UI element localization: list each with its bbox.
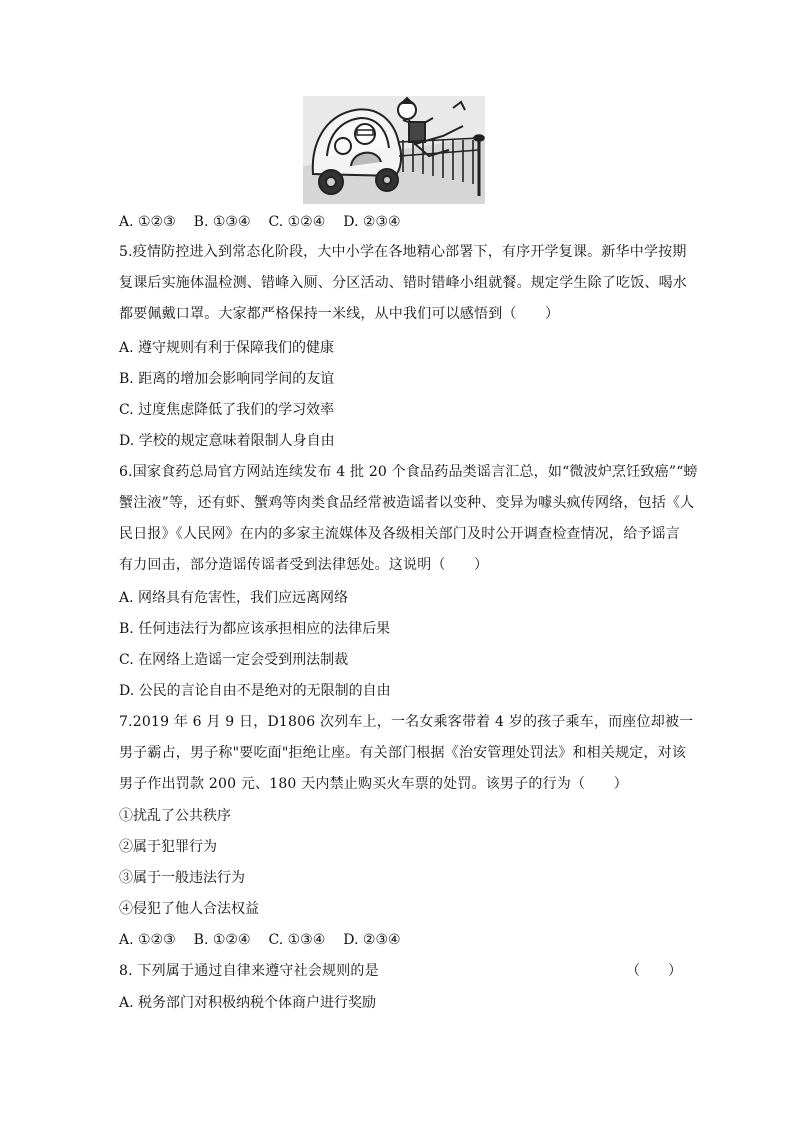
- q4-option-b: B. ①③④: [193, 214, 251, 230]
- q7-option-b: B. ①②④: [193, 932, 251, 948]
- q7-item-3: ③属于一般违法行为: [119, 870, 245, 886]
- q4-option-d: D. ②③④: [343, 214, 401, 230]
- q6-stem-line-3: 民日报》《人民网》在内的多家主流媒体及各级相关部门及时公开调查检查情况，给予谣言: [119, 526, 680, 542]
- q7-stem-line-3: 男子作出罚款 200 元、180 天内禁止购买火车票的处罚。该男子的行为（ ）: [119, 776, 628, 792]
- q8-answer-paren: （ ）: [626, 963, 682, 979]
- q4-option-c: C. ①②④: [268, 214, 326, 230]
- q4-option-a: A. ①②③: [119, 214, 176, 230]
- q7-item-2: ②属于犯罪行为: [119, 839, 217, 855]
- q6-option-d: D. 公民的言论自由不是绝对的无限制的自由: [119, 683, 391, 699]
- q7-option-c: C. ①③④: [268, 932, 326, 948]
- q6-option-a: A. 网络具有危害性，我们应远离网络: [119, 590, 349, 606]
- q4-options: [119, 212, 401, 232]
- q5-option-a: A. 遵守规则有利于保障我们的健康: [119, 340, 335, 356]
- q7-stem-line-2: 男子霸占，男子称"要吃面"拒绝让座。有关部门根据《治安管理处罚法》和相关规定，对该: [119, 745, 687, 761]
- q6-stem-line-1: 6.国家食药总局官方网站连续发布 4 批 20 个食品药品类谣言汇总，如“微波炉烹饪致癌”“螃: [119, 464, 698, 480]
- q5-stem-line-1: 5.疫情防控进入到常态化阶段，大中小学在各地精心部署下，有序开学复课。新华中学按期: [119, 244, 687, 260]
- q8-option-a: A. 税务部门对积极纳税个体商户进行奖励: [119, 995, 377, 1011]
- q5-stem-line-2: 复课后实施体温检测、错峰入厕、分区活动、错时错峰小组就餐。规定学生除了吃饭、喝水: [119, 275, 687, 291]
- q7-option-d: D. ②③④: [343, 932, 401, 948]
- q7-item-4: ④侵犯了他人合法权益: [119, 901, 259, 917]
- q6-option-b: B. 任何违法行为都应该承担相应的法律后果: [119, 621, 391, 637]
- q7-stem-line-1: 7.2019 年 6 月 9 日，D1806 次列车上，一名女乘客带着 4 岁的孩子乘车，而座位却被一: [119, 714, 694, 730]
- q5-option-d: D. 学校的规定意味着限制人身自由: [119, 433, 335, 449]
- q7-options: [119, 930, 401, 950]
- q7-item-1: ①扰乱了公共秩序: [119, 808, 231, 824]
- q5-option-c: C. 过度焦虑降低了我们的学习效率: [119, 402, 335, 418]
- q5-stem-line-3: 都要佩戴口罩。大家都严格保持一米线，从中我们可以感悟到（ ）: [119, 306, 560, 322]
- cartoon-illustration: [303, 96, 485, 204]
- q6-stem-line-4: 有力回击，部分造谣传谣者受到法律惩处。这说明（ ）: [119, 557, 489, 573]
- q6-option-c: C. 在网络上造谣一定会受到刑法制裁: [119, 652, 349, 668]
- q7-option-a: A. ①②③: [119, 932, 176, 948]
- q6-stem-line-2: 蟹注液”等，还有虾、蟹鸡等肉类食品经常被造谣者以变种、变异为噱头疯传网络，包括《人: [119, 495, 695, 511]
- q5-option-b: B. 距离的增加会影响同学间的友谊: [119, 371, 335, 387]
- q8-stem: 8. 下列属于通过自律来遵守社会规则的是: [119, 963, 379, 979]
